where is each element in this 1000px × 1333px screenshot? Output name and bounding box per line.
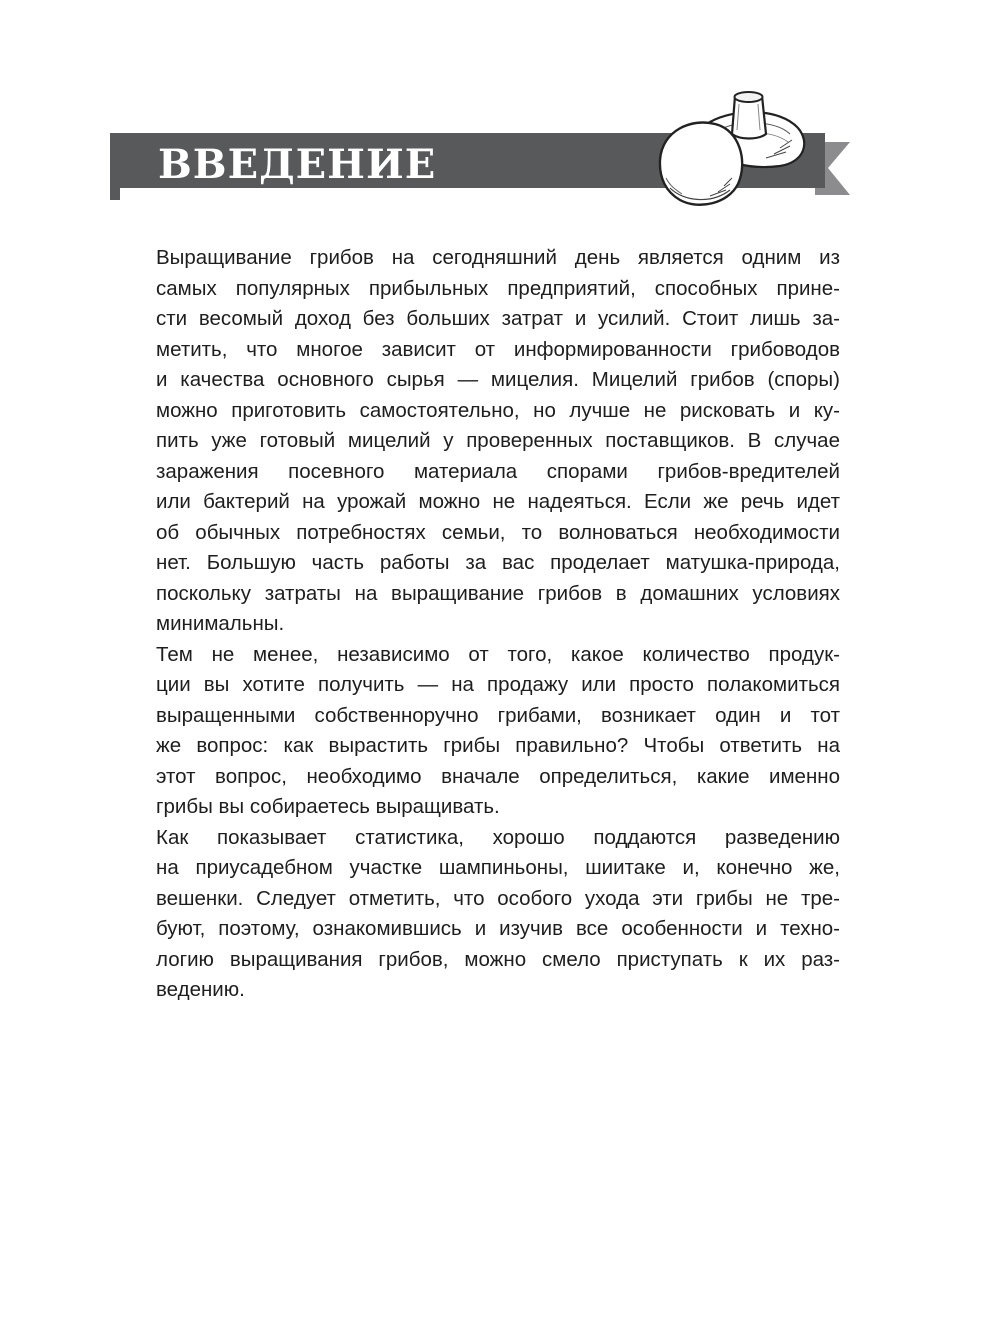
text-line: ции вы хотите получить — на продажу или просто полакомиться — [156, 673, 840, 696]
text-line: нет. Большую часть работы за вас проделает матушка-природа, — [156, 551, 840, 574]
text-line: сти весомый доход без больших затрат и усилий. Стоит лишь за- — [156, 307, 840, 330]
text-line: логию выращивания грибов, можно смело приступать к их раз- — [156, 947, 840, 971]
text-line: буют, поэтому, ознакомившись и изучив все особенности и техно- — [156, 917, 840, 940]
text-line: поскольку затраты на выращивание грибов в домашних условиях — [156, 581, 840, 605]
text-line: минимальны. — [156, 612, 285, 635]
chapter-banner — [110, 0, 850, 260]
text-line: пить уже готовый мицелий у проверенных поставщиков. В случае — [156, 429, 840, 452]
text-line: грибы вы собираетесь выращивать. — [156, 795, 500, 818]
paragraph-1 — [116, 243, 840, 640]
text-line: метить, что многое зависит от информированности грибоводов — [156, 337, 840, 361]
text-line: Выращивание грибов на сегодняшний день является одним из — [156, 246, 840, 269]
text-line: самых популярных прибыльных предприятий, способных прине- — [156, 276, 840, 300]
mushroom-icon — [640, 90, 840, 220]
text-line: Как показывает статистика, хорошо поддаются разведению — [156, 825, 840, 849]
text-line: и качества основного сырья — мицелия. Мицелий грибов (споры) — [156, 368, 840, 391]
text-line: выращенными собственноручно грибами, возникает один и тот — [156, 703, 840, 727]
chapter-body — [116, 243, 840, 1006]
paragraph-2 — [116, 640, 840, 823]
text-line: Тем не менее, независимо от того, какое количество продук- — [156, 642, 840, 666]
text-line: заражения посевного материала спорами грибов-вредителей — [156, 459, 840, 483]
text-line: на приусадебном участке шампиньоны, шиитаке и, конечно же, — [156, 856, 840, 879]
text-line: этот вопрос, необходимо вначале определиться, какие именно — [156, 764, 840, 788]
text-line: вешенки. Следует отметить, что особого ухода эти грибы не тре- — [156, 886, 840, 910]
text-line: ведению. — [156, 978, 245, 1001]
chapter-title: ВВЕДЕНИЕ — [158, 141, 437, 188]
text-line: или бактерий на урожай можно не надеяться. Если же речь идет — [156, 490, 840, 513]
text-line: можно приготовить самостоятельно, но лучше не рисковать и ку- — [156, 398, 840, 422]
text-line: об обычных потребностях семьи, то волноваться необходимости — [156, 520, 840, 544]
text-line: же вопрос: как вырастить грибы правильно? Чтобы ответить на — [156, 734, 840, 757]
paragraph-3 — [116, 823, 840, 1006]
